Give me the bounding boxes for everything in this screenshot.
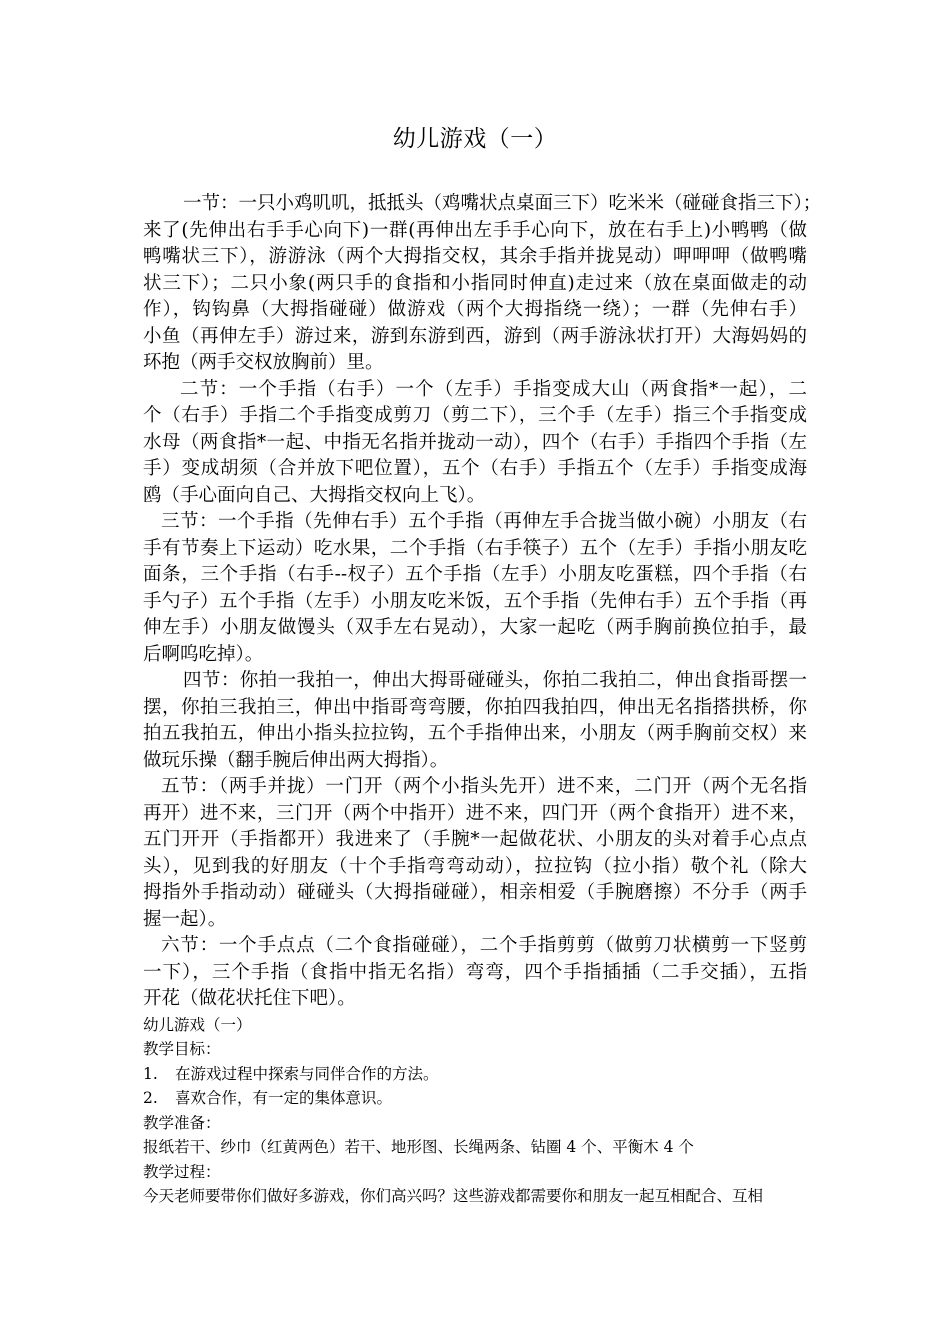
paragraph-line: 来了(先伸出右手手心向下)一群(再伸出左手手心向下，放在右手上)小鸭鸭（做 [143,219,807,241]
paragraph-line: 三节：一个手指（先伸右手）五个手指（再伸左手合拢当做小碗）小朋友（右 [161,511,807,532]
page-title: 幼儿游戏（一） [392,126,558,152]
goal-item [143,1062,807,1087]
process-label: 教学过程： [143,1162,221,1181]
paragraph-section-1 [143,191,822,377]
paragraph-line: 摆，你拍三我拍三，伸出中指哥弯弯腰，你拍四我拍四，伸出无名指搭拱桥，你 [143,696,807,718]
process-text: 今天老师要带你们做好多游戏，你们高兴吗？这些游戏都需要你和朋友一起互相配合、互相 [143,1187,764,1205]
paragraph-line: 手）变成胡须（合并放下吧位置），五个（右手）手指五个（左手）手指变成海 [143,458,807,479]
paragraph-section-5 [143,774,807,933]
paragraph-section-6 [143,933,807,1013]
paragraph-line: 作），钩钩鼻（大拇指碰碰）做游戏（两个大拇指绕一绕）；一群（先伸右手） [143,299,807,320]
paragraph-line: 面条，三个手指（右手--杈子）五个手指（左手）小朋友吃蛋糕，四个手指（右 [143,564,807,585]
paragraph-line: 鸭嘴状三下），游游泳（两个大拇指交权，其余手指并拢晃动）呷呷呷（做鸭嘴 [143,246,807,267]
paragraph-line: 手勺子）五个手指（左手）小朋友吃米饭，五个手指（先伸右手）五个手指（再 [143,590,807,612]
paragraph-line: 手有节奏上下运动）吃水果，二个手指（右手筷子）五个（左手）手指小朋友吃 [143,537,807,559]
paragraph-line: 五门开开（手指都开）我进来了（手腕*一起做花状、小朋友的头对着手心点点 [143,829,807,850]
paragraph-line: 一节：一只小鸡叽叽，抵抵头（鸡嘴状点桌面三下）吃米米（碰碰食指三下）； [183,193,822,214]
paragraph-line: 头），见到我的好朋友（十个手指弯弯动动），拉拉钩（拉小指）敬个礼（除大 [143,855,807,877]
paragraph-line: 一下），三个手指（食指中指无名指）弯弯，四个手指插插（二手交插），五指 [143,961,807,983]
paragraph-line: 状三下）；二只小象(两只手的食指和小指同时伸直)走过来（放在桌面做走的动 [143,272,807,294]
document-body [143,191,822,1209]
paragraph-line: 再开）进不来，三门开（两个中指开）进不来，四门开（两个食指开）进不来， [143,802,807,824]
paragraph-line: 伸左手）小朋友做馒头（双手左右晃动），大家一起吃（两手胸前换位拍手，最 [143,617,807,638]
paragraph-line: 小鱼（再伸左手）游过来，游到东游到西，游到（两手游泳状打开）大海妈妈的 [143,325,807,347]
paragraph-line: 后啊呜吃掉）。 [143,643,264,665]
goals-label: 教学目标： [143,1040,221,1058]
paragraph-section-4 [143,668,807,774]
paragraph-line: 开花（做花状托住下吧）。 [143,988,356,1009]
paragraph-line: 拇指外手指动动）碰碰头（大拇指碰碰），相亲相爱（手腕磨擦）不分手（两手 [143,882,807,903]
paragraph-line: 五节：（两手并拢）一门开（两个小指头先开）进不来，二门开（两个无名指 [161,776,807,797]
paragraph-line: 个（右手）手指二个手指变成剪刀（剪二下），三个手（左手）指三个手指变成 [143,405,807,426]
paragraph-line: 六节：一个手点点（二个食指碰碰），二个手指剪剪（做剪刀状横剪一下竖剪 [161,935,807,956]
lesson-title: 幼儿游戏（一） [143,1015,252,1034]
paragraph-section-2 [143,377,807,510]
goal-item [143,1086,807,1111]
paragraph-line: 水母（两食指*一起、中指无名指并拢动一动），四个（右手）手指四个手指（左 [143,431,807,453]
paragraph-line: 鸥（手心面向自己、大拇指交权向上飞）。 [143,484,486,506]
goal-number: 1. [143,1064,158,1083]
goal-text: 在游戏过程中探索与同伴合作的方法。 [175,1064,439,1083]
goal-text: 喜欢合作，有一定的集体意识。 [175,1089,393,1107]
paragraph-line: 做玩乐操（翻手腕后伸出两大拇指）。 [143,749,449,771]
paragraph-line: 环抱（两手交权放胸前）里。 [143,352,384,373]
paragraph-line: 二节：一个手指（右手）一个（左手）手指变成大山（两食指*一起），二 [180,378,807,400]
goal-number: 2. [143,1089,158,1107]
prep-text: 报纸若干、纱巾（红黄两色）若干、地形图、长绳两条、钻圈 4 个、平衡木 4 个 [143,1138,694,1156]
paragraph-line: 四节：你拍一我拍一，伸出大拇哥碰碰头，你拍二我拍二，伸出食指哥摆一 [183,670,807,691]
prep-label: 教学准备： [143,1113,221,1132]
paragraph-section-3 [143,509,807,668]
paragraph-line: 握一起）。 [143,908,227,930]
paragraph-line: 拍五我拍五，伸出小指头拉拉钩，五个手指伸出来，小朋友（两手胸前交权）来 [143,723,807,744]
